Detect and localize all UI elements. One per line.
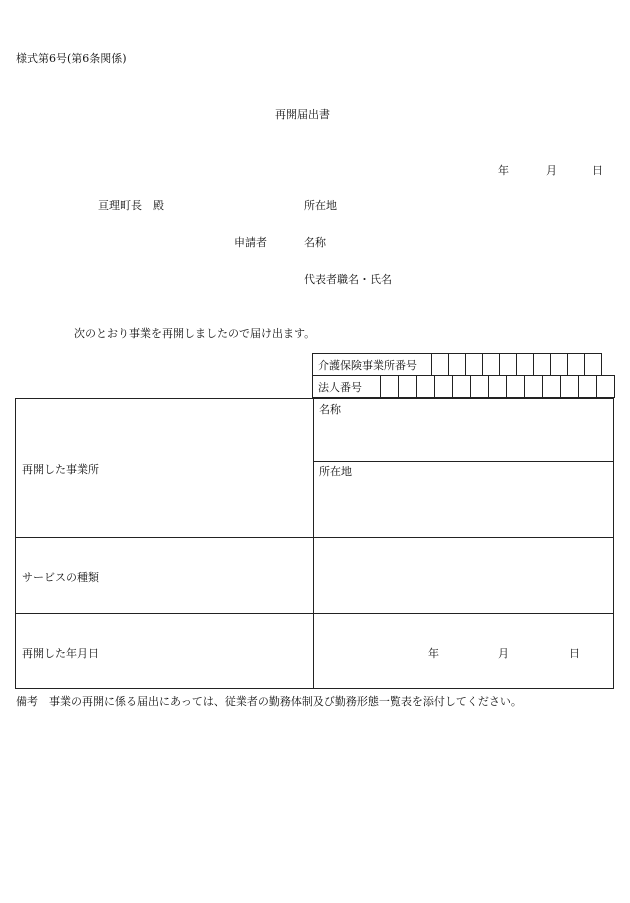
row-divider (313, 461, 613, 462)
service-type-field[interactable] (314, 538, 613, 612)
facility-label: 再開した事業所 (22, 463, 99, 476)
digit-cell[interactable] (399, 376, 417, 398)
digit-cell[interactable] (585, 354, 602, 376)
digit-cell[interactable] (534, 354, 551, 376)
page-title: 再開届出書 (275, 108, 330, 121)
facility-name-label: 名称 (319, 403, 341, 416)
digit-cell[interactable] (500, 354, 517, 376)
digit-cell[interactable] (543, 376, 561, 398)
digit-cell[interactable] (568, 354, 585, 376)
digit-cell[interactable] (561, 376, 579, 398)
service-type-label: サービスの種類 (22, 571, 99, 584)
digit-cell[interactable] (453, 376, 471, 398)
digit-cell[interactable] (483, 354, 500, 376)
digit-cell[interactable] (432, 354, 449, 376)
representative-label: 代表者職名・氏名 (304, 273, 392, 286)
reopen-details-table (15, 398, 614, 689)
date-year-label: 年 (498, 164, 509, 177)
digit-cell[interactable] (417, 376, 435, 398)
digit-cell[interactable] (579, 376, 597, 398)
date-month-label: 月 (546, 164, 557, 177)
digit-cell[interactable] (471, 376, 489, 398)
reopen-month-label: 月 (498, 647, 509, 660)
reopen-day-label: 日 (569, 647, 580, 660)
form-number: 様式第6号(第6条関係) (16, 52, 127, 65)
intro-text: 次のとおり事業を再開しましたので届け出ます。 (74, 327, 316, 340)
applicant-role-label: 申請者 (234, 236, 267, 249)
reopen-year-label: 年 (428, 647, 439, 660)
date-day-label: 日 (592, 164, 603, 177)
digit-cell[interactable] (435, 376, 453, 398)
code-number-grid (312, 353, 602, 376)
digit-cell[interactable] (507, 376, 525, 398)
digit-cell[interactable] (381, 376, 399, 398)
digit-cell[interactable] (489, 376, 507, 398)
digit-cell[interactable] (597, 376, 615, 398)
digit-cell[interactable] (551, 354, 568, 376)
facility-address-label: 所在地 (319, 465, 352, 478)
care-insurance-number-row (313, 354, 602, 376)
corporate-number-row (313, 376, 615, 398)
applicant-address-label: 所在地 (304, 199, 337, 212)
remarks-text: 備考 事業の再開に係る届出にあっては、従業者の勤務体制及び勤務形態一覧表を添付してください。 (16, 695, 522, 708)
digit-cell[interactable] (466, 354, 483, 376)
reopen-date-label: 再開した年月日 (22, 647, 99, 660)
digit-cell[interactable] (517, 354, 534, 376)
facility-address-field[interactable] (314, 479, 613, 536)
addressee: 亘理町長 殿 (98, 199, 164, 212)
facility-name-field[interactable] (314, 417, 613, 460)
corporate-number-label: 法人番号 (313, 376, 381, 398)
digit-cell[interactable] (525, 376, 543, 398)
digit-cell[interactable] (449, 354, 466, 376)
applicant-name-label: 名称 (304, 236, 326, 249)
care-insurance-number-label: 介護保険事業所番号 (313, 354, 432, 376)
corporate-number-grid (312, 375, 615, 398)
